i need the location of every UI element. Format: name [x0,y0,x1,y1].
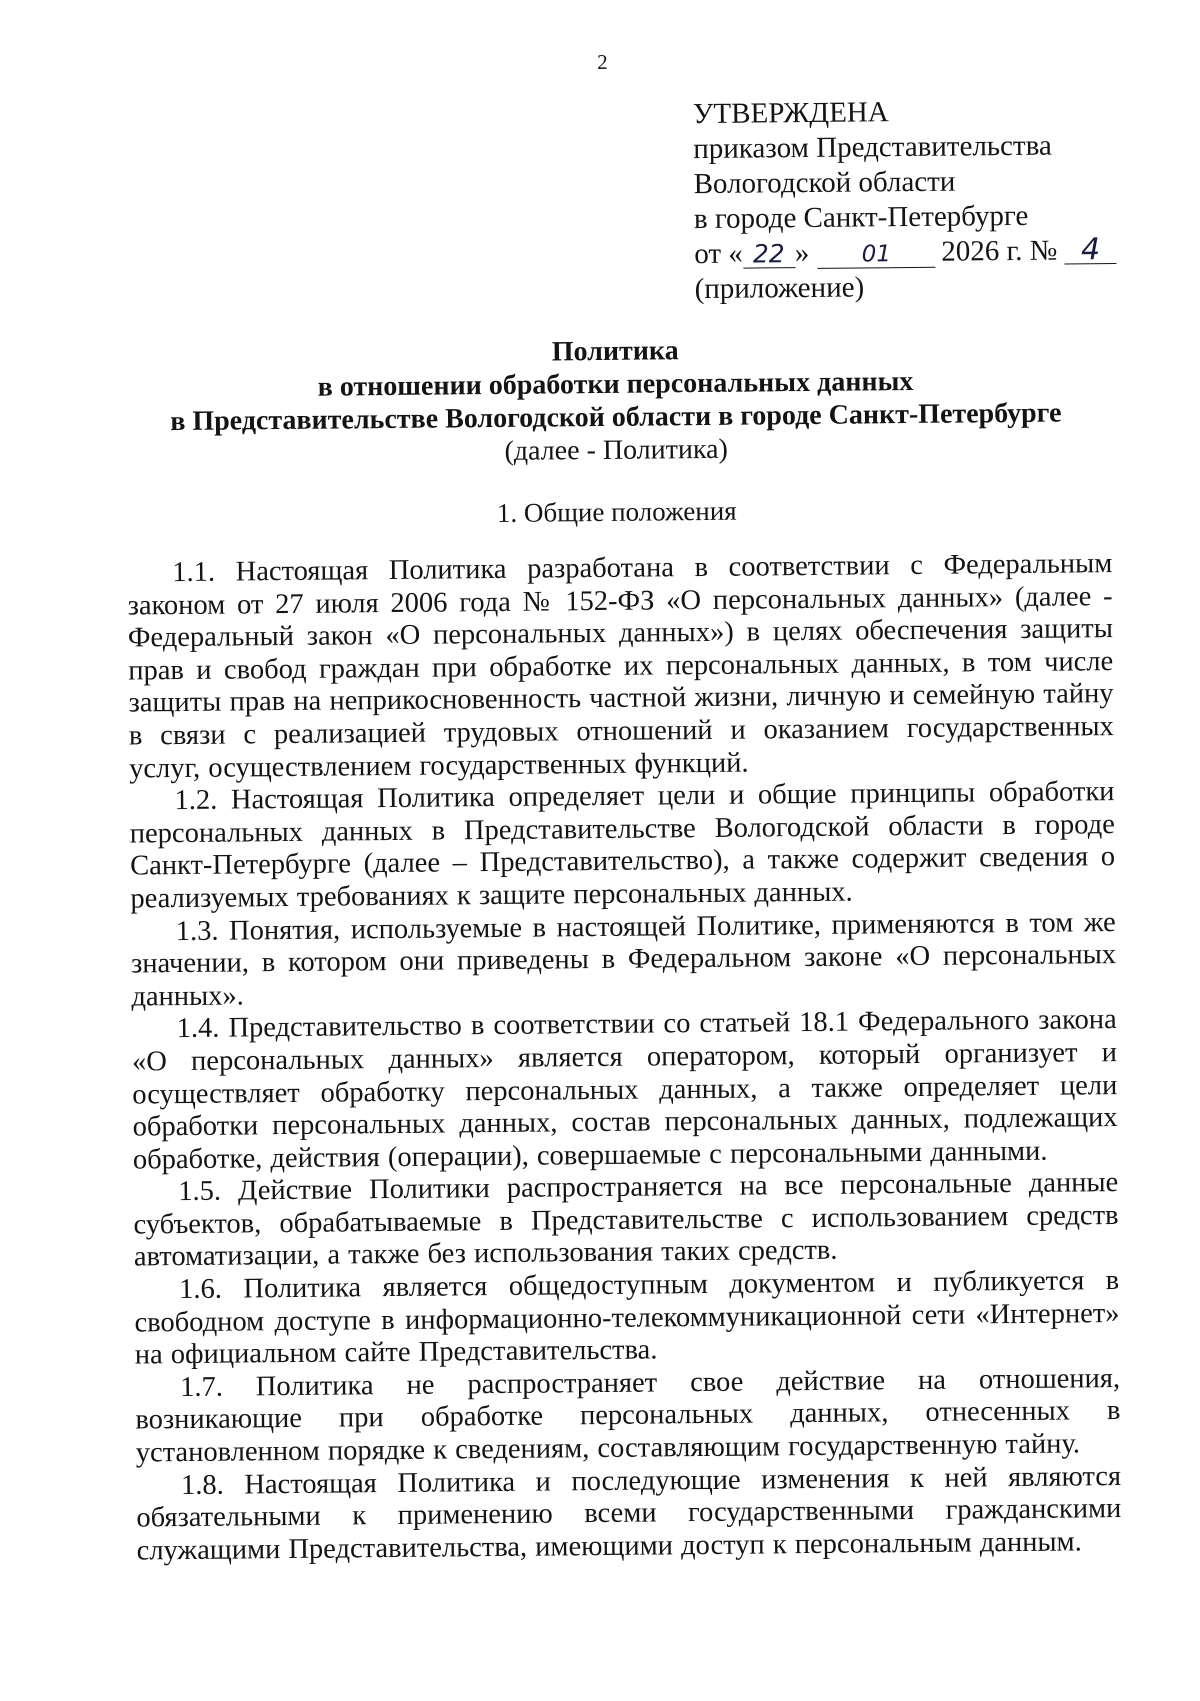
approval-block [693,93,1135,307]
paragraph-1-2: 1.2. Настоящая Политика определяет цели и общие принципы обработки персональных данных в Представительстве Вологодской области в городе Санкт-Петербурге (далее – Представительство), а также содержит сведения о реализуемых требованиях к защите персональных данных. [129,776,1116,915]
handwritten-month: 01 [817,241,935,269]
approval-appendix: (приложение) [694,271,865,306]
date-prefix: от « [694,237,743,271]
title-line-3: в Представительстве Вологодской области в городе Санкт-Петербурге [170,397,1062,438]
date-year: 2026 г. № [941,234,1058,268]
paragraph-1-4: 1.4. Представительство в соответствии со статьей 18.1 Федерального закона «О персональных данных» является оператором, который организует и осуществляет обработку персональных данных, а также определяет цели обработки персональных данных, состав персональных данных, подлежащих обработке, действия (операции), совершаемые с персональными данными. [131,1004,1118,1176]
paragraph-1-6: 1.6. Политика является общедоступным документом и публикуется в свободном доступе в информационно-телекоммуникационной сети «Интернет» на официальном сайте Представительства. [134,1265,1120,1371]
approval-date-line [694,233,1134,272]
approval-line-1: приказом Представительства [693,129,1052,166]
title-line-2: в отношении обработки персональных данных [317,365,914,403]
document-title [0,329,1200,473]
paragraph-1-7: 1.7. Политика не распространяет свое действие на отношения, возникающие при обработке персональных данных, отнесенных в установленном порядке к сведениям, составляющим государственную тайну. [135,1362,1121,1469]
paragraph-1-3: 1.3. Понятия, используемые в настоящей Политике, применяются в том же значении, в котором они приведены в Федеральном законе «О персональных данных». [130,906,1117,1013]
paragraph-1-8: 1.8. Настоящая Политика и последующие изменения к ней являются обязательными к применению всеми государственными гражданскими служащими Представительства, имеющими доступ к персональным данным. [136,1460,1122,1567]
approval-line-3: в городе Санкт-Петербурге [693,199,1029,236]
approval-heading: УТВЕРЖДЕНА [692,96,889,131]
title-line-4: (далее - Политика) [504,433,728,467]
body-text [127,548,1122,1568]
title-line-1: Политика [551,335,679,368]
section-heading: 1. Общие положения [496,495,737,528]
handwritten-order-number: 4 [1064,237,1116,264]
page-number: 2 [597,49,608,74]
approval-line-2: Вологодской области [693,165,956,201]
handwritten-day: 22 [743,241,795,268]
date-quote-close: » [794,236,810,270]
paragraph-1-1: 1.1. Настоящая Политика разработана в соответствии с Федеральным законом от 27 июля 2006 года № 152-ФЗ «О персональных данных» (далее - Федеральный закон «О персональных данных») в целях обеспечения защиты прав и свобод граждан при обработке их персональных данных, в том числе защиты прав на неприкосновенность частной жизни, личную и семейную тайну в связи с реализацией трудовых отношений и оказанием государственных услуг, осуществлением государственных функций. [127,548,1114,785]
paragraph-1-5: 1.5. Действие Политики распространяется на все персональные данные субъектов, обрабатываемые в Представительстве с использованием средств автоматизации, а также без использования таких средств. [133,1167,1119,1273]
